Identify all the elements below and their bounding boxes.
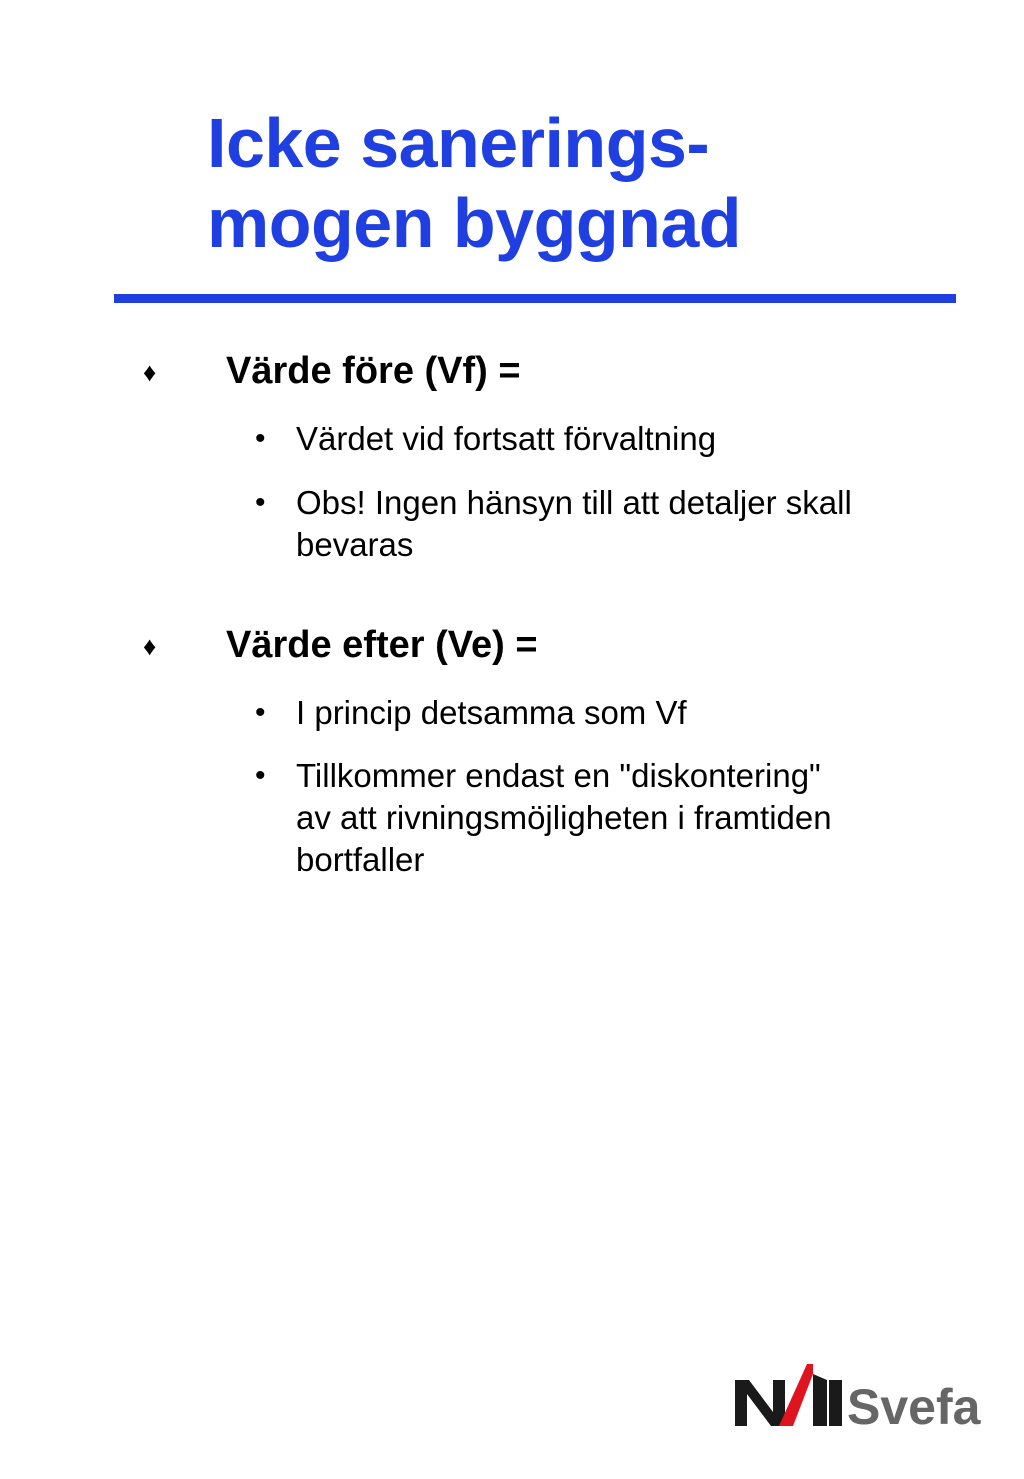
bullet-dot-icon: • (255, 486, 266, 519)
logo-i-mark (829, 1380, 842, 1426)
logo-a-dark-stroke (813, 1374, 827, 1426)
list-item-line: Obs! Ingen hänsyn till att detaljer skall (296, 484, 852, 521)
nai-svefa-logo (733, 1362, 995, 1432)
diamond-bullet-icon: ♦ (143, 357, 157, 387)
list-item-line: bortfaller (296, 841, 425, 878)
list-item-text (296, 482, 946, 566)
list-item-text (296, 692, 946, 734)
page-title (207, 103, 741, 263)
list-item-line: Värdet vid fortsatt förvaltning (296, 420, 717, 457)
title-line-1: Icke sanerings- (207, 104, 710, 182)
diamond-bullet-icon: ♦ (143, 631, 157, 661)
list-item-line: I princip detsamma som Vf (296, 694, 687, 731)
list-item-text (296, 418, 946, 460)
list-item-line: av att rivningsmöjligheten i framtiden (296, 799, 832, 836)
section-label: Värde före (Vf) = (226, 350, 521, 392)
title-divider (114, 294, 956, 303)
bullet-dot-icon: • (255, 696, 266, 729)
section-heading-varde-fore (0, 348, 1024, 398)
bullet-dot-icon: • (255, 759, 266, 792)
list-item-text (296, 755, 946, 881)
section-heading-varde-efter (0, 622, 1024, 672)
list-item-line: bevaras (296, 526, 414, 563)
logo-brand-text: Svefa (847, 1379, 981, 1432)
title-line-2: mogen byggnad (207, 184, 742, 262)
bullet-dot-icon: • (255, 422, 266, 455)
logo-n-mark (735, 1380, 785, 1426)
list-item-line: Tillkommer endast en "diskontering" (296, 757, 821, 794)
section-label: Värde efter (Ve) = (226, 624, 538, 666)
